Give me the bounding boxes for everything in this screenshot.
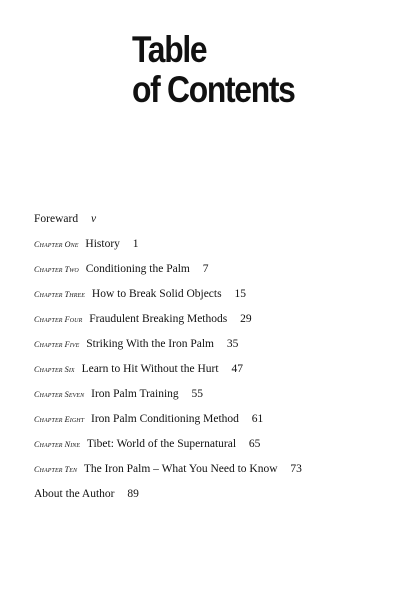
toc-entry-title: Conditioning the Palm [85,263,190,275]
toc-chapter-label: Chapter Three [34,290,86,299]
toc-chapter-label: Chapter Four [34,315,83,324]
toc-entry-page: 15 [234,288,246,300]
toc-entry-foreward [34,212,96,226]
toc-entry-title: Learn to Hit Without the Hurt [81,363,219,375]
toc-entry-chapter-four [34,312,252,327]
toc-entry-title: How to Break Solid Objects [91,288,222,300]
toc-chapter-label: Chapter Two [34,265,79,274]
toc-chapter-label: Chapter Nine [34,440,81,449]
toc-entry-title: The Iron Palm – What You Need to Know [83,463,278,475]
toc-entry-page: v [90,213,97,225]
toc-entry-page: 47 [231,363,243,375]
toc-entry-title: Striking With the Iron Palm [86,338,214,350]
toc-entry-title: History [85,238,120,250]
toc-chapter-label: Chapter One [34,240,79,249]
toc-entry-title: Iron Palm Training [91,388,179,400]
toc-entry-chapter-ten [34,462,302,477]
toc-entry-page: 1 [132,238,139,250]
toc-entry-page: 73 [290,463,302,475]
toc-entry-page: 61 [251,413,264,425]
toc-entry-page: 89 [127,488,139,500]
title-line-2: of Contents [132,69,295,110]
toc-entry-title: Foreward [34,213,79,225]
toc-entry-chapter-seven [34,387,203,402]
toc-entry-title: Tibet: World of the Supernatural [86,438,237,450]
toc-chapter-label: Chapter Five [34,340,80,349]
toc-chapter-label: Chapter Ten [34,465,78,474]
toc-entry-page: 29 [240,313,252,325]
toc-chapter-label: Chapter Six [34,365,75,374]
toc-entry-title: Fraudulent Breaking Methods [89,313,228,325]
title-line-1: Table [132,29,207,70]
toc-entry-about-the-author [34,487,139,501]
toc-entry-chapter-six [34,362,243,377]
toc-entry-chapter-two [34,262,208,277]
toc-entry-title: Iron Palm Conditioning Method [91,413,239,425]
toc-chapter-label: Chapter Seven [34,390,85,399]
toc-entry-chapter-one [34,237,139,252]
toc-entry-page: 35 [226,338,239,350]
toc-entry-chapter-nine [34,437,260,452]
toc-entry-page: 65 [248,438,261,450]
toc-entry-page: 7 [202,263,209,275]
toc-entry-chapter-three [34,287,246,302]
page-title [132,30,295,110]
toc-chapter-label: Chapter Eight [34,415,85,424]
toc-entry-title: About the Author [34,488,115,500]
toc-entry-chapter-five [34,337,238,352]
toc-entry-page: 55 [191,388,204,400]
toc-entry-chapter-eight [34,412,263,427]
